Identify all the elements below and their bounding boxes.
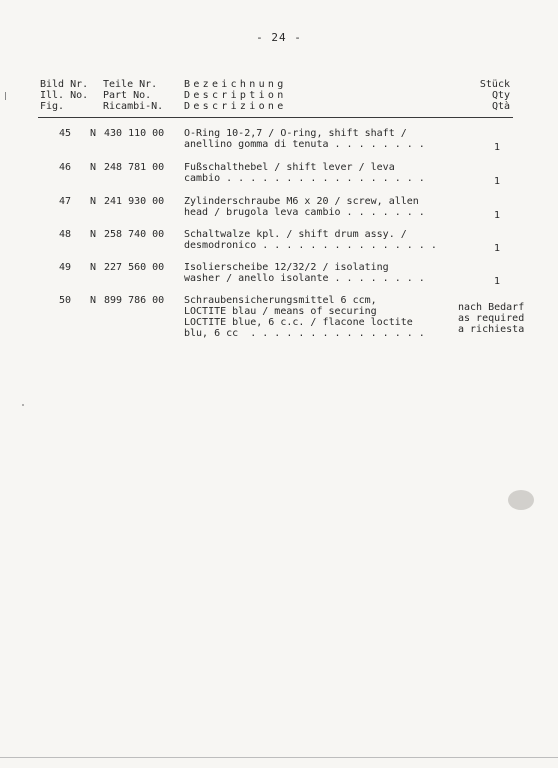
row-position: 48: [59, 229, 72, 240]
header-teile-nr: Teile Nr. Part No. Ricambi-N.: [103, 79, 164, 112]
page-number: - 24 -: [256, 31, 302, 44]
row-description: O-Ring 10-2,7 / O-ring, shift shaft / anellino gomma di tenuta . . . . . . . .: [184, 128, 425, 150]
header-bild-nr: Bild Nr. Ill. No. Fig.: [40, 79, 89, 112]
row-prefix: N: [90, 162, 97, 173]
row-quantity: nach Bedarf as required a richiesta: [458, 302, 525, 335]
row-part-number: 258 740 00: [104, 229, 165, 240]
header-bezeichnung: Bezeichnung Description Descrizione: [184, 79, 287, 112]
header-stueck: Stück Qty Qtà: [479, 79, 510, 112]
row-description: Zylinderschraube M6 x 20 / screw, allen head / brugola leva cambio . . . . . . .: [184, 196, 425, 218]
row-part-number: 430 110 00: [104, 128, 165, 139]
row-prefix: N: [90, 295, 97, 306]
row-part-number: 248 781 00: [104, 162, 165, 173]
row-part-number: 899 786 00: [104, 295, 165, 306]
row-position: 50: [59, 295, 72, 306]
row-position: 47: [59, 196, 72, 207]
row-quantity: 1: [494, 243, 501, 254]
row-part-number: 227 560 00: [104, 262, 165, 273]
row-position: 49: [59, 262, 72, 273]
row-description: Fußschalthebel / shift lever / leva cambio . . . . . . . . . . . . . . . . .: [184, 162, 425, 184]
row-prefix: N: [90, 229, 97, 240]
row-description: Schraubensicherungsmittel 6 ccm, LOCTITE blau / means of securing LOCTITE blue, 6 c.c. / flacone loctite blu, 6 cc . . . . . . . . . . . . . . .: [184, 295, 425, 339]
row-part-number: 241 930 00: [104, 196, 165, 207]
row-position: 45: [59, 128, 72, 139]
row-quantity: 1: [494, 276, 501, 287]
row-quantity: 1: [494, 176, 501, 187]
row-quantity: 1: [494, 210, 501, 221]
scan-edge-mark: [5, 92, 6, 100]
row-prefix: N: [90, 262, 97, 273]
row-quantity: 1: [494, 142, 501, 153]
row-description: Schaltwalze kpl. / shift drum assy. / desmodronico . . . . . . . . . . . . . . .: [184, 229, 437, 251]
row-prefix: N: [90, 128, 97, 139]
page-bottom-edge: [0, 757, 558, 758]
row-position: 46: [59, 162, 72, 173]
scan-speck: [508, 490, 534, 510]
header-rule: [38, 117, 513, 118]
row-prefix: N: [90, 196, 97, 207]
scan-speck: [22, 404, 24, 406]
row-description: Isolierscheibe 12/32/2 / isolating washer / anello isolante . . . . . . . .: [184, 262, 425, 284]
